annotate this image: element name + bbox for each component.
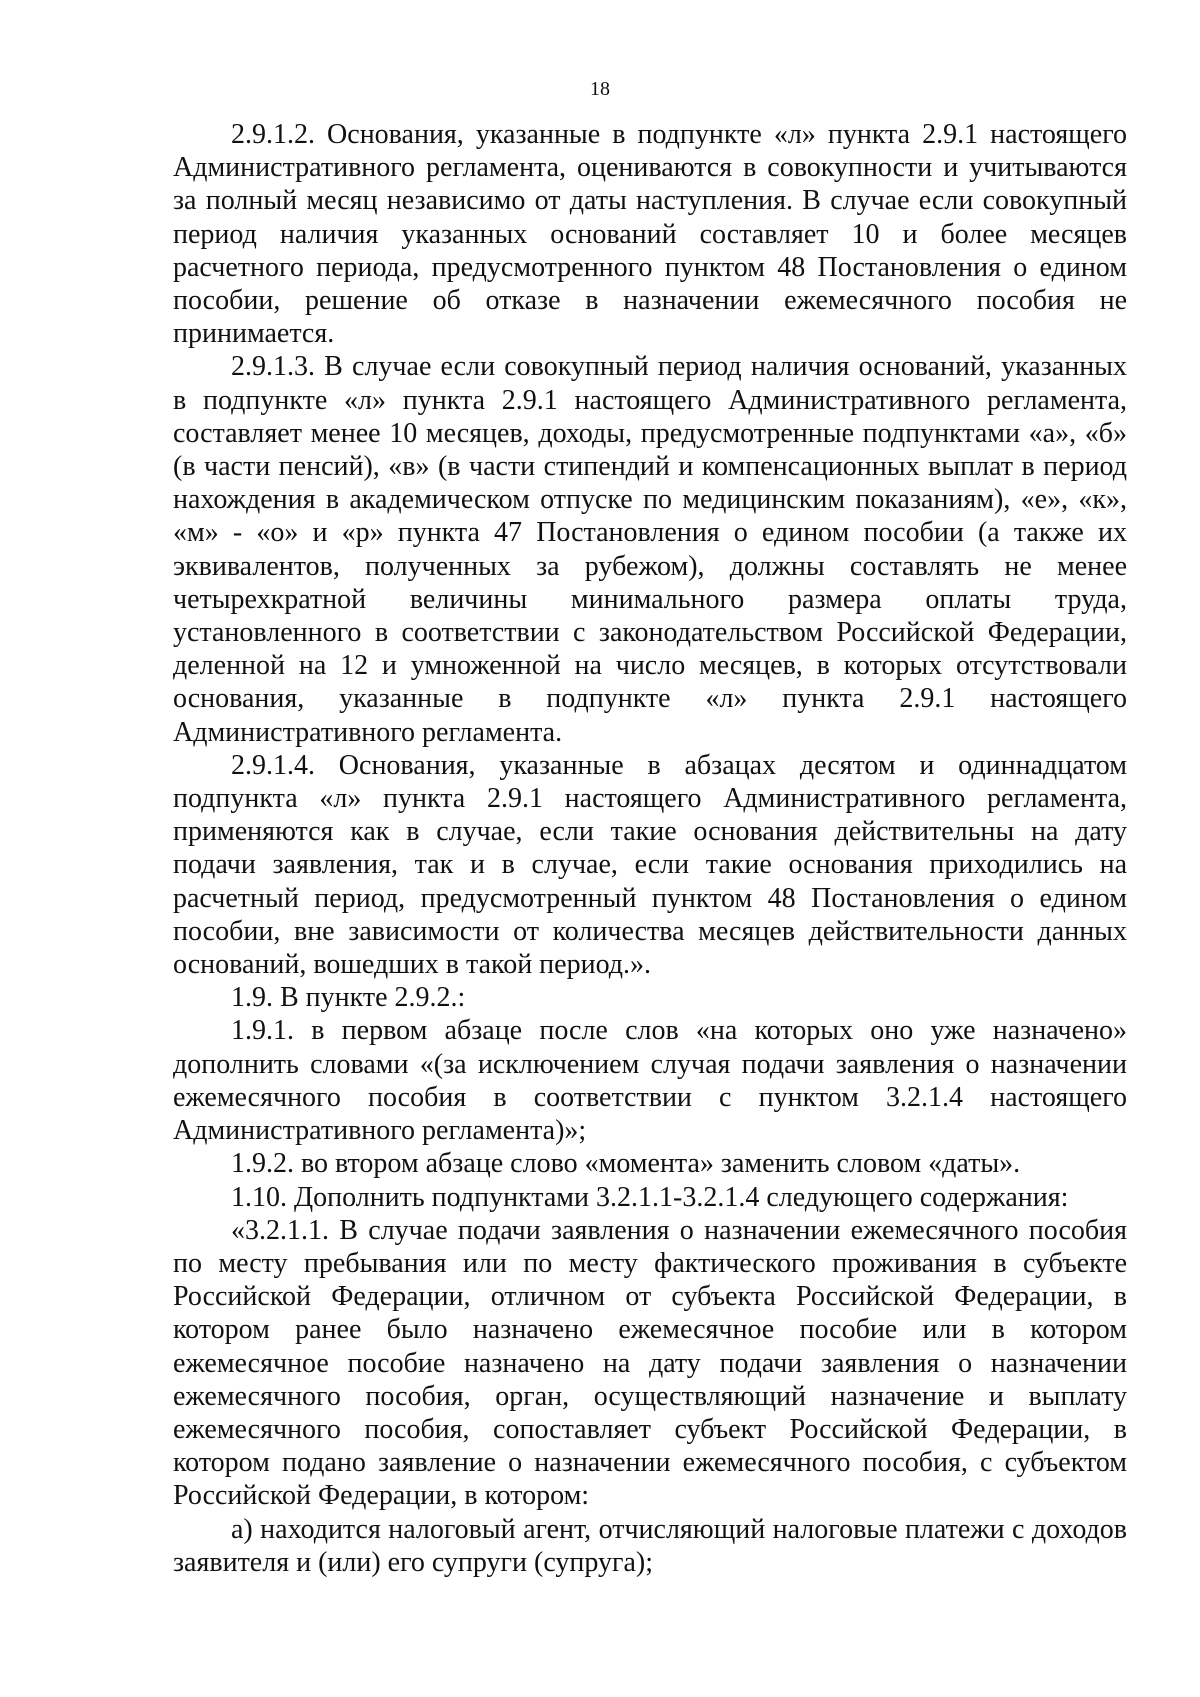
paragraph-1-9: 1.9. В пункте 2.9.2.: bbox=[231, 982, 466, 1014]
paragraph-2-9-1-2: 2.9.1.2. Основания, указанные в подпункте «л» пункта 2.9.1 настоящего Административного регламента, оцениваются в совокупности и учитываются за полный месяц независимо от даты наступления. В случае если совокупный период наличия указанных оснований составляет 10 и более месяцев расчетного периода, предусмотренного пунктом 48 Постановления о едином пособии, решение об отказе в назначении ежемесячного пособия не принимается. bbox=[173, 119, 1127, 350]
paragraph-2-9-1-3: 2.9.1.3. В случае если совокупный период наличия оснований, указанных в подпункте «л» пункта 2.9.1 настоящего Административного регламента, составляет менее 10 месяцев, доходы, предусмотренные подпунктами «а», «б» (в части пенсий), «в» (в части стипендий и компенсационных выплат в период нахождения в академическом отпуске по медицинским показаниям), «е», «к», «м» - «о» и «р» пункта 47 Постановления о едином пособии (а также их эквивалентов, полученных за рубежом), должны составлять не менее четырехкратной величины минимального размера оплаты труда, установленного в соответствии с законодательством Российской Федерации, деленной на 12 и умноженной на число месяцев, в которых отсутствовали основания, указанные в подпункте «л» пункта 2.9.1 настоящего Административного регламента. bbox=[173, 351, 1127, 748]
paragraph-2-9-1-4: 2.9.1.4. Основания, указанные в абзацах десятом и одиннадцатом подпункта «л» пункта 2.9.1 настоящего Административного регламента, применяются как в случае, если такие основания действительны на дату подачи заявления, так и в случае, если такие основания приходились на расчетный период, предусмотренный пунктом 48 Постановления о едином пособии, вне зависимости от количества месяцев действительности данных оснований, вошедших в такой период.». bbox=[173, 749, 1127, 981]
paragraph-subitem-a: а) находится налоговый агент, отчисляющий налоговые платежи с доходов заявителя и (или) его супруги (супруга); bbox=[173, 1513, 1127, 1578]
paragraph-3-2-1-1: «3.2.1.1. В случае подачи заявления о назначении ежемесячного пособия по месту пребывания или по месту фактического проживания в субъекте Российской Федерации, отличном от субъекта Российской Федерации, в котором ранее было назначено ежемесячное пособие или в котором ежемесячное пособие назначено на дату подачи заявления о назначении ежемесячного пособия, орган, осуществляющий назначение и выплату ежемесячного пособия, сопоставляет субъект Российской Федерации, в котором подано заявление о назначении ежемесячного пособия, с субъектом Российской Федерации, в котором: bbox=[173, 1214, 1127, 1512]
paragraph-1-10: 1.10. Дополнить подпунктами 3.2.1.1-3.2.1.4 следующего содержания: bbox=[231, 1181, 1069, 1213]
document-body bbox=[173, 118, 1127, 1579]
paragraph-1-9-1: 1.9.1. в первом абзаце после слов «на которых оно уже назначено» дополнить словами «(за исключением случая подачи заявления о назначении ежемесячного пособия в соответствии с пунктом 3.2.1.4 настоящего Административного регламента)»; bbox=[173, 1015, 1127, 1147]
page-number: 18 bbox=[590, 78, 610, 100]
paragraph-1-9-2: 1.9.2. во втором абзаце слово «момента» заменить словом «даты». bbox=[231, 1148, 1021, 1180]
